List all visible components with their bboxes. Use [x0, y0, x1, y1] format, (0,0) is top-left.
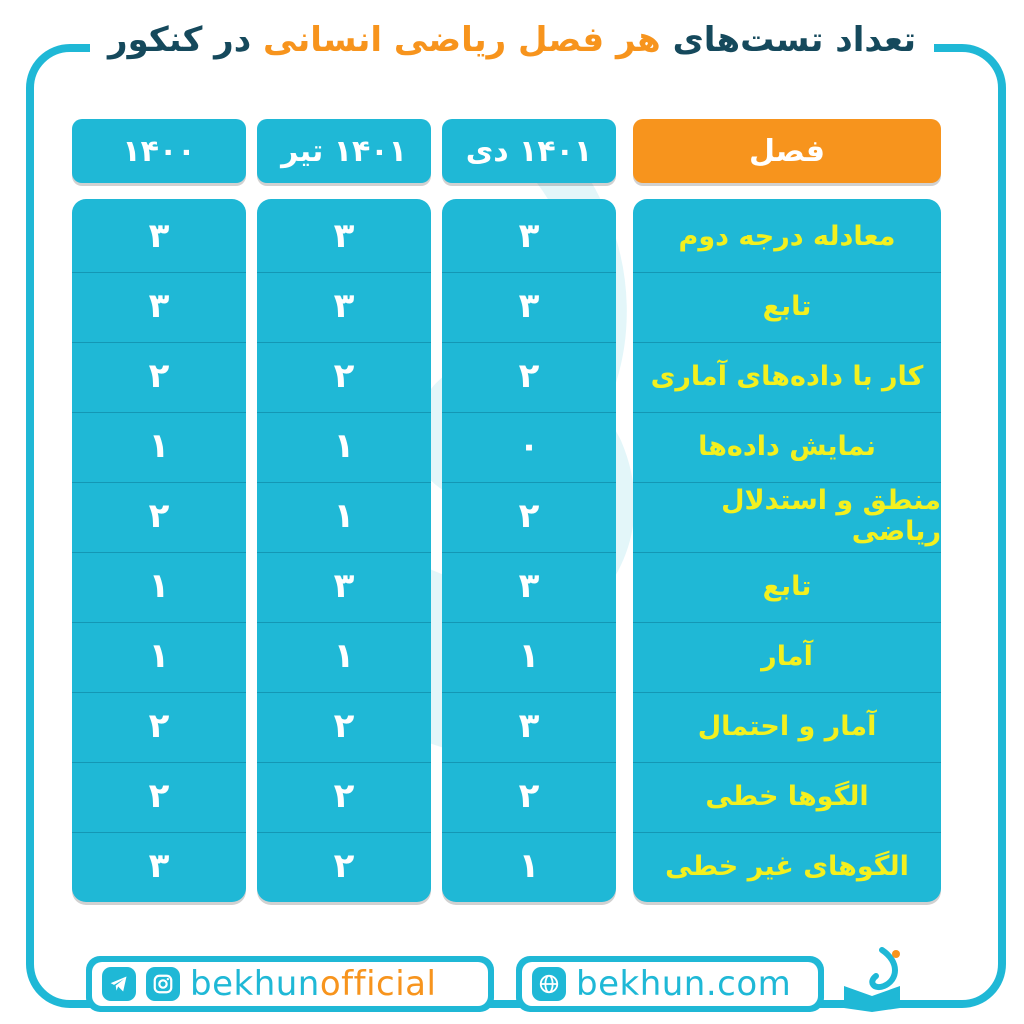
tir-1401-cell: ۲	[333, 706, 355, 746]
row-separator	[257, 482, 431, 483]
row-separator	[257, 762, 431, 763]
row-separator	[257, 692, 431, 693]
title-part-3: در کنکور	[108, 20, 252, 60]
row-separator	[442, 482, 616, 483]
y1400-cell: ۲	[148, 706, 170, 746]
row-separator	[633, 692, 941, 693]
title-part-1: تعداد تست‌های	[672, 20, 916, 60]
topic-cell: الگوها خطی	[705, 780, 869, 812]
row-separator	[442, 622, 616, 623]
website-link[interactable]	[522, 962, 818, 1006]
tir-1401-cell: ۳	[333, 216, 355, 256]
row-separator	[257, 412, 431, 413]
header-topic: فصل	[633, 119, 941, 183]
topic-cell: تابع	[762, 570, 812, 602]
tir-1401-cell: ۲	[333, 356, 355, 396]
row-separator	[633, 552, 941, 553]
row-separator	[72, 622, 246, 623]
row-separator	[442, 552, 616, 553]
row-separator	[72, 482, 246, 483]
y1400-cell: ۳	[148, 846, 170, 886]
tir-1401-cell: ۳	[333, 286, 355, 326]
dey-1401-cell: ۱	[518, 846, 540, 886]
row-separator	[633, 412, 941, 413]
row-separator	[633, 832, 941, 833]
dey-1401-cell: ۳	[518, 566, 540, 606]
row-separator	[442, 692, 616, 693]
tir-1401-cell: ۱	[333, 636, 355, 676]
dey-1401-cell: ۲	[518, 496, 540, 536]
tir-1401-cell: ۱	[333, 496, 355, 536]
handle-suffix: official	[319, 964, 437, 1004]
row-separator	[442, 832, 616, 833]
footer	[86, 956, 938, 1016]
row-separator	[257, 832, 431, 833]
tir-1401-cell: ۱	[333, 426, 355, 466]
topic-cell: منطق و استدلال ریاضی	[721, 485, 941, 547]
dey-1401-cell: ۲	[518, 776, 540, 816]
row-separator	[442, 342, 616, 343]
row-separator	[633, 762, 941, 763]
topic-cell: کار با داده‌های آماری	[650, 360, 924, 392]
row-separator	[442, 272, 616, 273]
row-separator	[72, 692, 246, 693]
social-handle[interactable]	[92, 962, 488, 1006]
row-separator	[442, 412, 616, 413]
row-separator	[257, 342, 431, 343]
topic-cell: معادله درجه دوم	[678, 220, 896, 252]
handle-prefix: bekhun	[190, 964, 320, 1004]
page-title	[0, 10, 1024, 70]
y1400-cell: ۳	[148, 216, 170, 256]
dey-1401-cell: ۱	[518, 636, 540, 676]
tir-1401-cell: ۲	[333, 846, 355, 886]
telegram-icon[interactable]	[102, 967, 136, 1001]
topic-cell: نمایش داده‌ها	[698, 430, 876, 462]
header-1400: ۱۴۰۰	[72, 119, 246, 183]
row-separator	[72, 272, 246, 273]
row-separator	[633, 482, 941, 483]
brand-logo	[838, 946, 916, 1012]
dey-1401-cell: ۳	[518, 706, 540, 746]
dey-1401-cell: ۲	[518, 356, 540, 396]
row-separator	[72, 832, 246, 833]
topic-cell: الگوهای غیر خطی	[665, 850, 909, 882]
y1400-cell: ۲	[148, 496, 170, 536]
y1400-cell: ۱	[148, 636, 170, 676]
website-text: bekhun.com	[576, 964, 792, 1004]
dey-1401-cell: ۳	[518, 216, 540, 256]
title-part-2: هر فصل ریاضی انسانی	[263, 20, 661, 60]
row-separator	[633, 622, 941, 623]
row-separator	[633, 272, 941, 273]
y1400-cell: ۲	[148, 776, 170, 816]
y1400-cell: ۳	[148, 286, 170, 326]
topic-cell: آمار	[761, 640, 813, 672]
row-separator	[257, 272, 431, 273]
row-separator	[633, 342, 941, 343]
y1400-cell: ۱	[148, 566, 170, 606]
row-separator	[257, 622, 431, 623]
row-separator	[72, 552, 246, 553]
dey-1401-cell: ۳	[518, 286, 540, 326]
row-separator	[72, 412, 246, 413]
dey-1401-cell: ۰	[518, 426, 540, 466]
topic-cell: تابع	[762, 290, 812, 322]
row-separator	[72, 342, 246, 343]
globe-icon	[532, 967, 566, 1001]
y1400-cell: ۲	[148, 356, 170, 396]
instagram-icon[interactable]	[146, 967, 180, 1001]
header-tir-1401: ۱۴۰۱ تیر	[257, 119, 431, 183]
tir-1401-cell: ۳	[333, 566, 355, 606]
y1400-cell: ۱	[148, 426, 170, 466]
tir-1401-cell: ۲	[333, 776, 355, 816]
row-separator	[72, 762, 246, 763]
topic-cell: آمار و احتمال	[697, 710, 877, 742]
row-separator	[442, 762, 616, 763]
header-dey-1401: ۱۴۰۱ دی	[442, 119, 616, 183]
row-separator	[257, 552, 431, 553]
